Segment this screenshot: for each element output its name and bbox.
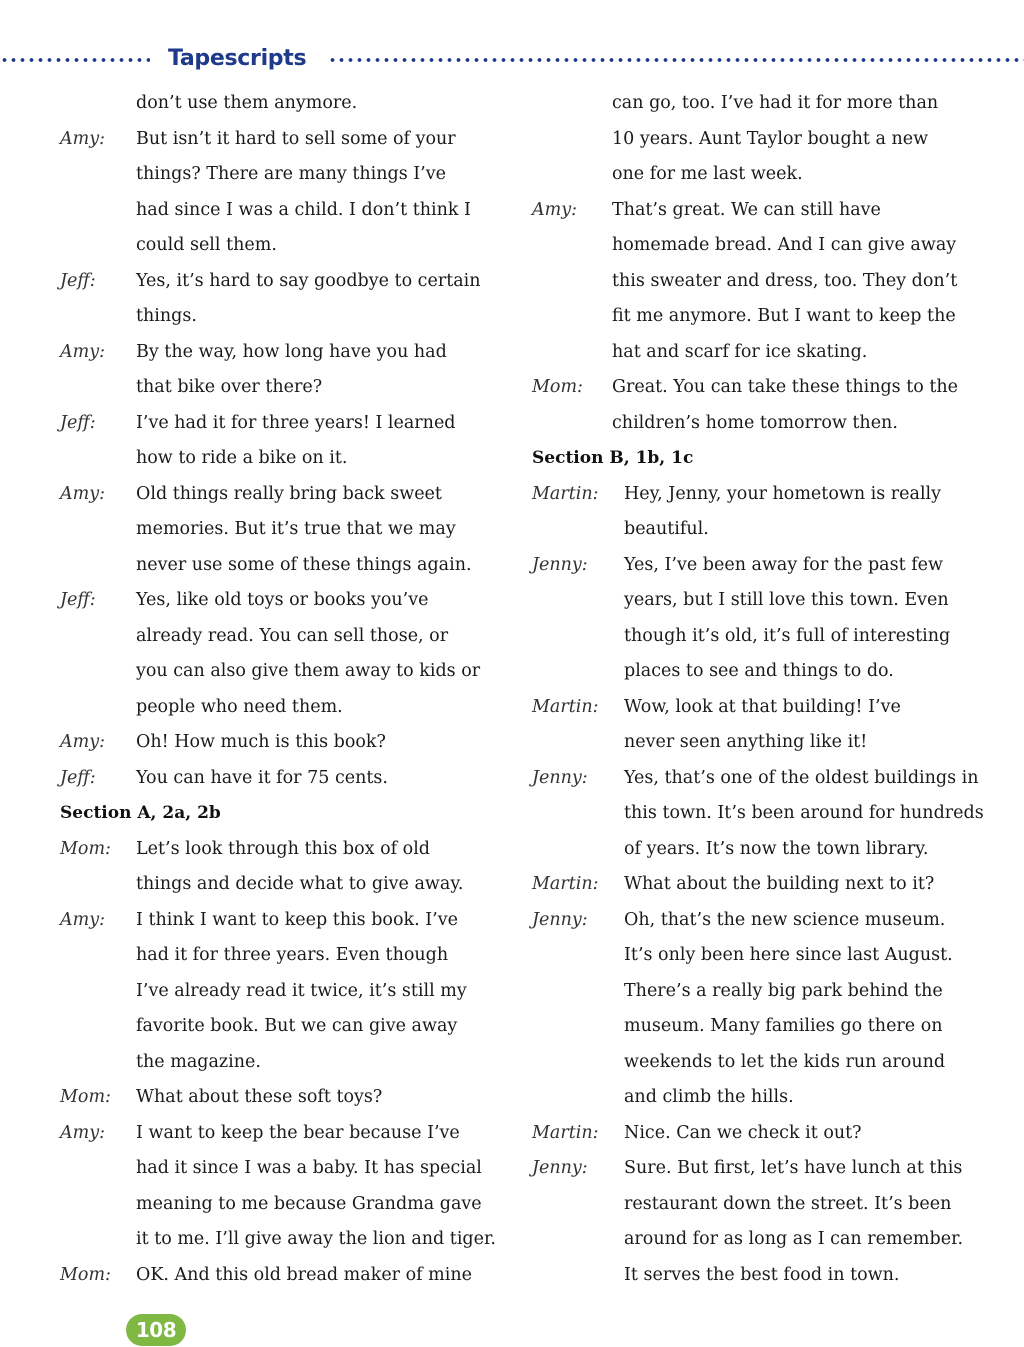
dialogue-line	[60, 1045, 510, 1081]
speaker-name: Jeff:	[60, 590, 96, 610]
dialogue-line	[532, 938, 1002, 974]
dialogue-text: never seen anything like it!	[624, 732, 868, 752]
dialogue-line	[532, 903, 1002, 939]
dialogue-line	[532, 122, 1002, 158]
dialogue-line	[60, 157, 510, 193]
dialogue-text: children’s home tomorrow then.	[612, 412, 898, 433]
speaker-name: Martin:	[532, 874, 599, 894]
dialogue-line	[60, 86, 510, 122]
dialogue-text: can go, too. I’ve had it for more than	[612, 93, 939, 113]
speaker-name: Mom:	[532, 377, 583, 397]
dialogue-text: Yes, like old toys or books you’ve	[136, 590, 429, 610]
dialogue-line	[60, 583, 510, 619]
dialogue-text: weekends to let the kids run around	[624, 1051, 946, 1072]
dialogue-line	[532, 1045, 1002, 1081]
dialogue-text: years, but I still love this town. Even	[624, 590, 949, 610]
dialogue-text: it to me. I’ll give away the lion and tiger.	[136, 1229, 496, 1249]
dialogue-line	[60, 654, 510, 690]
speaker-name: Amy:	[532, 199, 578, 220]
dialogue-line	[532, 406, 1002, 442]
dialogue-line	[60, 193, 510, 229]
dialogue-line	[60, 335, 510, 371]
dialogue-line	[532, 796, 1002, 832]
dialogue-text: never use some of these things again.	[136, 554, 472, 575]
page-number-badge: 108	[126, 1314, 186, 1346]
dialogue-line	[532, 583, 1002, 619]
dialogue-text: had it since I was a baby. It has special	[136, 1158, 482, 1178]
dialogue-line	[532, 1151, 1002, 1187]
dialogue-text: favorite book. But we can give away	[136, 1016, 458, 1036]
dialogue-text: Oh, that’s the new science museum.	[624, 909, 946, 930]
dialogue-line	[532, 86, 1002, 122]
dialogue-line	[60, 1080, 510, 1116]
dialogue-text: of years. It’s now the town library.	[624, 838, 929, 859]
dialogue-line	[60, 406, 510, 442]
dialogue-line	[60, 725, 510, 761]
speaker-name: Amy:	[60, 1122, 106, 1143]
dialogue-text: meaning to me because Grandma gave	[136, 1193, 482, 1214]
dialogue-line	[60, 974, 510, 1010]
dialogue-line	[532, 1080, 1002, 1116]
dialogue-text: places to see and things to do.	[624, 661, 894, 681]
dialogue-line	[60, 1151, 510, 1187]
speaker-name: Jenny:	[532, 554, 588, 575]
dialogue-text: It serves the best food in town.	[624, 1264, 900, 1285]
dialogue-text: I’ve already read it twice, it’s still my	[136, 980, 467, 1001]
dialogue-text: Hey, Jenny, your hometown is really	[624, 483, 942, 504]
dialogue-text: But isn’t it hard to sell some of your	[136, 128, 456, 149]
dialogue-line	[60, 441, 510, 477]
dialogue-text: 10 years. Aunt Taylor bought a new	[612, 128, 929, 149]
page-header	[0, 42, 1024, 78]
dialogue-line	[532, 974, 1002, 1010]
dialogue-text: Yes, I’ve been away for the past few	[624, 554, 944, 575]
dialogue-line	[60, 867, 510, 903]
dialogue-line	[60, 619, 510, 655]
dialogue-line	[532, 654, 1002, 690]
dialogue-text: Great. You can take these things to the	[612, 377, 959, 397]
left-column	[60, 86, 510, 1293]
dialogue-text: don’t use them anymore.	[136, 93, 358, 113]
dialogue-text: this town. It’s been around for hundreds	[624, 803, 984, 823]
dialogue-line	[60, 228, 510, 264]
dialogue-text: restaurant down the street. It’s been	[624, 1193, 952, 1214]
dialogue-text: fit me anymore. But I want to keep the	[612, 306, 956, 326]
dialogue-text: how to ride a bike on it.	[136, 448, 348, 468]
speaker-name: Jenny:	[532, 1158, 588, 1178]
right-column	[532, 86, 1002, 1293]
dialogue-line	[532, 1009, 1002, 1045]
dialogue-line	[532, 264, 1002, 300]
dialogue-line	[532, 1222, 1002, 1258]
dialogue-line	[60, 264, 510, 300]
dialogue-text: There’s a really big park behind the	[624, 980, 943, 1001]
dialogue-line	[532, 157, 1002, 193]
dialogue-text: and climb the hills.	[624, 1087, 794, 1107]
speaker-name: Jenny:	[532, 767, 588, 788]
speaker-name: Martin:	[532, 1122, 599, 1143]
dialogue-text: OK. And this old bread maker of mine	[136, 1264, 472, 1285]
dialogue-line	[532, 477, 1002, 513]
dialogue-line	[532, 193, 1002, 229]
dialogue-text: memories. But it’s true that we may	[136, 519, 456, 539]
dialogue-text: though it’s old, it’s full of interesting	[624, 625, 951, 646]
dialogue-line	[532, 867, 1002, 903]
dialogue-text: things.	[136, 306, 197, 326]
dialogue-text: I think I want to keep this book. I’ve	[136, 909, 458, 930]
dialogue-line	[532, 299, 1002, 335]
speaker-name: Amy:	[60, 341, 106, 362]
dialogue-line	[60, 370, 510, 406]
dialogue-text: That’s great. We can still have	[612, 199, 881, 220]
dialogue-text: beautiful.	[624, 519, 709, 539]
dialogue-line	[532, 619, 1002, 655]
speaker-name: Amy:	[60, 732, 106, 752]
dialogue-line	[532, 832, 1002, 868]
dialogue-text: museum. Many families go there on	[624, 1016, 943, 1036]
dialogue-line	[60, 690, 510, 726]
dialogue-line	[532, 228, 1002, 264]
dialogue-text: had since I was a child. I don’t think I	[136, 199, 471, 220]
dialogue-text: Yes, that’s one of the oldest buildings in	[624, 767, 979, 788]
dialogue-line	[60, 903, 510, 939]
speaker-name: Amy:	[60, 483, 106, 504]
dialogue-line	[60, 122, 510, 158]
speaker-name: Mom:	[60, 1087, 111, 1107]
speaker-name: Martin:	[532, 696, 599, 717]
dialogue-line	[532, 1187, 1002, 1223]
dialogue-text: things? There are many things I’ve	[136, 164, 446, 184]
dialogue-text: this sweater and dress, too. They don’t	[612, 270, 958, 291]
speaker-name: Jenny:	[532, 909, 588, 930]
dialogue-text: homemade bread. And I can give away	[612, 235, 957, 255]
dialogue-line	[60, 1116, 510, 1152]
dialogue-text: It’s only been here since last August.	[624, 945, 953, 965]
speaker-name: Jeff:	[60, 767, 96, 788]
dialogue-text: things and decide what to give away.	[136, 874, 464, 894]
dialogue-text: Sure. But first, let’s have lunch at this	[624, 1158, 963, 1178]
dialogue-line	[532, 1258, 1002, 1294]
dialogue-text: You can have it for 75 cents.	[136, 767, 388, 788]
dialogue-text: the magazine.	[136, 1051, 261, 1072]
dialogue-text: could sell them.	[136, 235, 277, 255]
dialogue-text: Old things really bring back sweet	[136, 483, 442, 504]
header-dots-right	[328, 57, 1024, 63]
dialogue-line	[532, 512, 1002, 548]
dialogue-text: Oh! How much is this book?	[136, 732, 386, 752]
dialogue-line	[532, 761, 1002, 797]
dialogue-line	[532, 690, 1002, 726]
dialogue-text: Nice. Can we check it out?	[624, 1122, 862, 1143]
dialogue-line	[532, 335, 1002, 371]
speaker-name: Mom:	[60, 1264, 111, 1285]
dialogue-text: that bike over there?	[136, 377, 323, 397]
speaker-name: Mom:	[60, 838, 111, 859]
dialogue-text: one for me last week.	[612, 164, 803, 184]
dialogue-text: already read. You can sell those, or	[136, 625, 449, 646]
dialogue-line	[532, 548, 1002, 584]
dialogue-line	[60, 548, 510, 584]
dialogue-line	[532, 1116, 1002, 1152]
dialogue-line	[60, 1187, 510, 1223]
dialogue-line	[60, 761, 510, 797]
dialogue-text: hat and scarf for ice skating.	[612, 341, 868, 362]
dialogue-text: Wow, look at that building! I’ve	[624, 696, 901, 717]
dialogue-text: I want to keep the bear because I’ve	[136, 1122, 460, 1143]
dialogue-line	[60, 477, 510, 513]
dialogue-line	[532, 370, 1002, 406]
speaker-name: Jeff:	[60, 412, 96, 433]
dialogue-text: had it for three years. Even though	[136, 945, 449, 965]
dialogue-text: What about the building next to it?	[624, 874, 935, 894]
section-heading: Section B, 1b, 1c	[532, 448, 694, 468]
dialogue-line	[60, 938, 510, 974]
page-title: Tapescripts	[168, 46, 307, 71]
dialogue-text: you can also give them away to kids or	[136, 661, 481, 681]
dialogue-line	[60, 1009, 510, 1045]
dialogue-line	[60, 832, 510, 868]
dialogue-text: Yes, it’s hard to say goodbye to certain	[136, 270, 481, 291]
dialogue-line	[60, 299, 510, 335]
speaker-name: Amy:	[60, 909, 106, 930]
speaker-name: Amy:	[60, 128, 106, 149]
dialogue-text: Let’s look through this box of old	[136, 838, 430, 859]
dialogue-line	[60, 1222, 510, 1258]
dialogue-text: By the way, how long have you had	[136, 341, 447, 362]
dialogue-text: around for as long as I can remember.	[624, 1229, 964, 1249]
dialogue-line	[60, 512, 510, 548]
dialogue-line	[532, 725, 1002, 761]
dialogue-text: people who need them.	[136, 696, 343, 717]
dialogue-text: What about these soft toys?	[136, 1087, 383, 1107]
speaker-name: Martin:	[532, 483, 599, 504]
dialogue-line	[60, 1258, 510, 1294]
header-dots-left	[0, 57, 150, 63]
section-heading: Section A, 2a, 2b	[60, 803, 221, 823]
dialogue-text: I’ve had it for three years! I learned	[136, 412, 456, 433]
speaker-name: Jeff:	[60, 270, 96, 291]
